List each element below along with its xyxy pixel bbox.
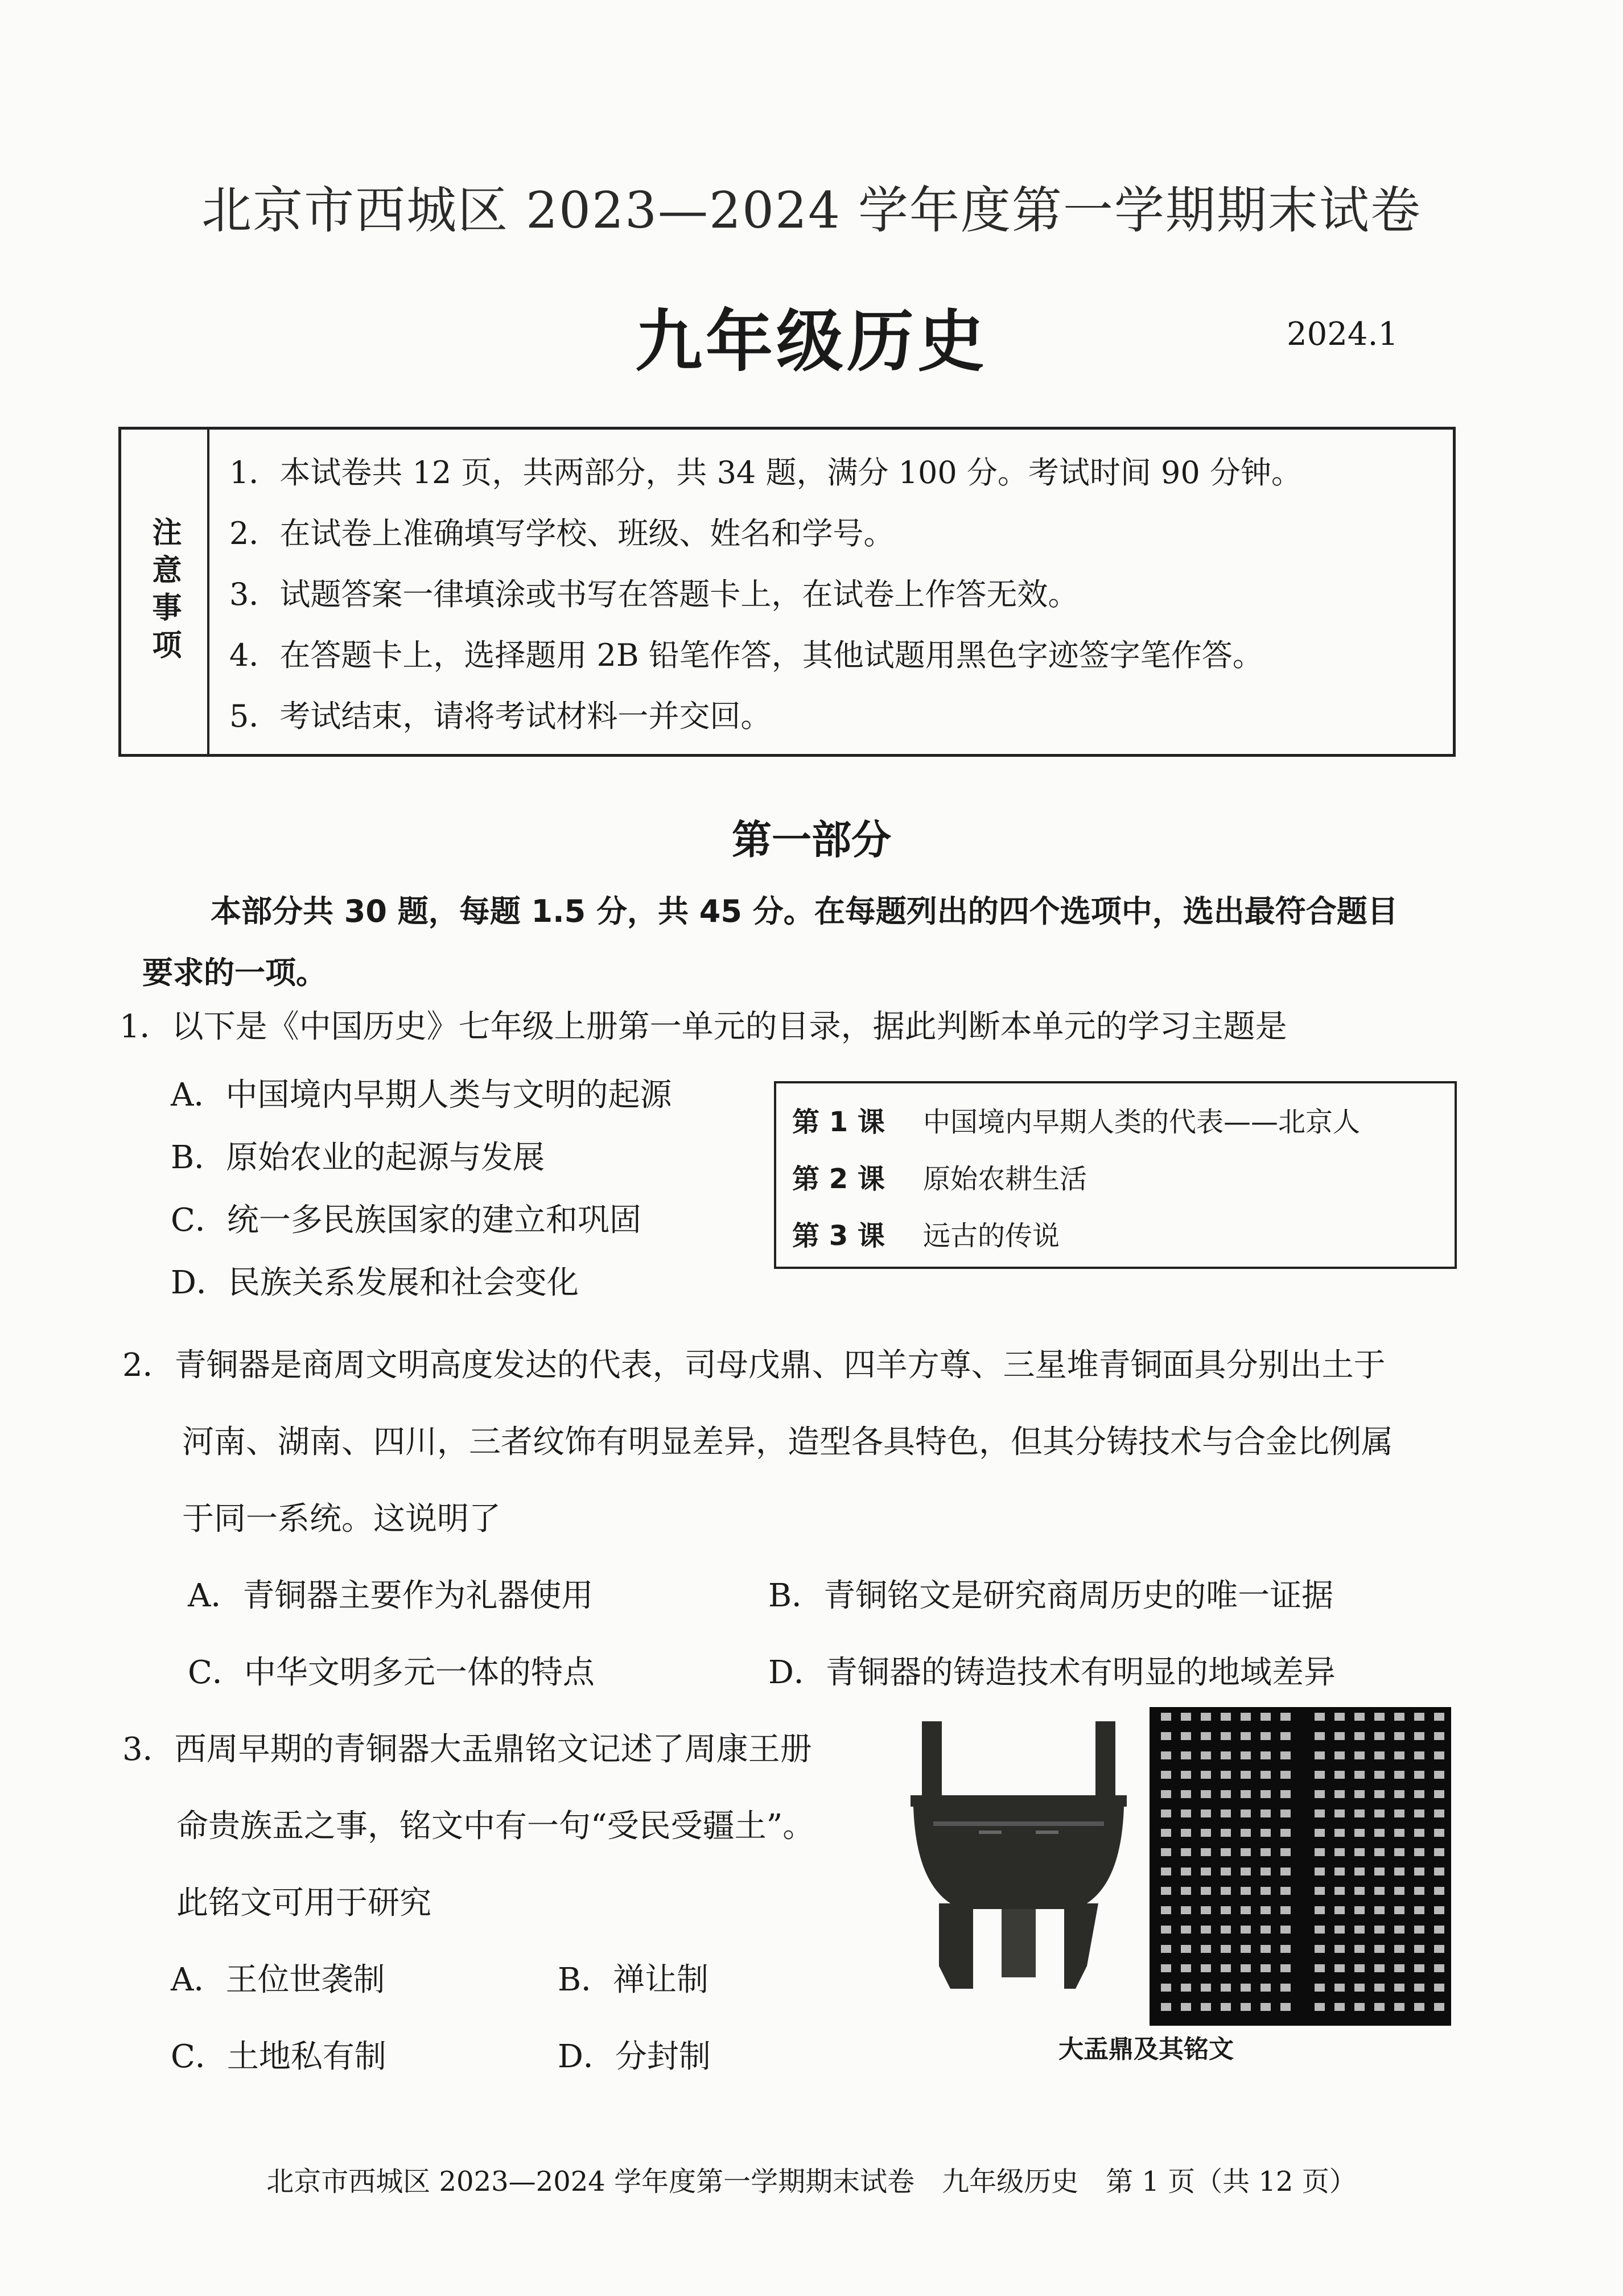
image-caption: 大盂鼎及其铭文: [1058, 2035, 1234, 2064]
bronze-ding-image: [899, 1710, 1138, 1994]
question-3-stem-line: 命贵族盂之事，铭文中有一句“受民受疆土”。: [176, 1808, 815, 1845]
notice-item: 5．考试结束，请将考试材料一并交回。: [229, 698, 772, 734]
q3-option-b: B．禅让制: [558, 1961, 709, 1998]
exam-date: 2024.1: [1287, 316, 1398, 353]
notice-item: 4．在答题卡上，选择题用 2B 铅笔作答，其他试题用黑色字迹签字笔作答。: [229, 637, 1263, 673]
notice-item: 3．试题答案一律填涂或书写在答题卡上，在试卷上作答无效。: [229, 576, 1079, 612]
subject-title: 九年级历史: [635, 302, 988, 381]
q1-option-d: D．民族关系发展和社会变化: [171, 1264, 579, 1301]
question-3-stem-line: 此铭文可用于研究: [176, 1885, 431, 1922]
question-2-stem-line: 河南、湖南、四川，三者纹饰有明显差异，造型各具特色，但其分铸技术与合金比例属: [182, 1424, 1393, 1461]
toc-lesson-number: 第 2 课: [792, 1163, 885, 1195]
q3-option-a: A．王位世袭制: [171, 1961, 385, 1998]
q2-option-b: B．青铜铭文是研究商周历史的唯一证据: [768, 1577, 1334, 1614]
notice-box: [118, 427, 1456, 757]
q3-option-d: D．分封制: [558, 2038, 711, 2075]
toc-lesson-number: 第 3 课: [792, 1220, 885, 1252]
q1-option-b: B．原始农业的起源与发展: [171, 1139, 545, 1176]
notice-list: [229, 442, 1430, 747]
toc-row: [792, 1094, 1439, 1151]
notice-item: 1．本试卷共 12 页，共两部分，共 34 题，满分 100 分。考试时间 90 分钟。: [229, 455, 1302, 490]
toc-lesson-number: 第 1 课: [792, 1106, 885, 1138]
textbook-toc-box: [774, 1081, 1457, 1269]
q1-option-a: A．中国境内早期人类与文明的起源: [171, 1077, 672, 1114]
toc-lesson-title: 中国境内早期人类的代表——北京人: [923, 1106, 1361, 1138]
q2-option-c: C．中华文明多元一体的特点: [188, 1654, 595, 1691]
toc-lesson-title: 原始农耕生活: [923, 1163, 1088, 1195]
exam-title: 北京市西城区 2023—2024 学年度第一学期期末试卷: [201, 181, 1422, 240]
question-1-stem: 1．以下是《中国历史》七年级上册第一单元的目录，据此判断本单元的学习主题是: [120, 1008, 1287, 1045]
toc-lesson-title: 远古的传说: [923, 1220, 1060, 1252]
question-2-stem-line: 于同一系统。这说明了: [182, 1501, 501, 1537]
part-desc-line: 本部分共 30 题，每题 1.5 分，共 45 分。在每题列出的四个选项中，选出最符合题目: [211, 893, 1398, 929]
part-description: [142, 881, 1468, 1004]
question-3-stem-line: 3．西周早期的青铜器大盂鼎铭文记述了周康王册: [122, 1731, 812, 1768]
q2-option-d: D．青铜器的铸造技术有明显的地域差异: [768, 1654, 1336, 1691]
part-title: 第一部分: [732, 817, 891, 863]
page-footer: 北京市西城区 2023—2024 学年度第一学期期末试卷 九年级历史 第 1 页（共 12 页）: [266, 2166, 1357, 2198]
question-2-stem-line: 2．青铜器是商周文明高度发达的代表，司母戊鼎、四羊方尊、三星堆青铜面具分别出土于: [122, 1347, 1386, 1384]
toc-row: [792, 1151, 1439, 1207]
q3-option-c: C．土地私有制: [171, 2038, 386, 2075]
q1-option-c: C．统一多民族国家的建立和巩固: [171, 1202, 641, 1239]
part-desc-line: 要求的一项。: [142, 955, 327, 991]
notice-item: 2．在试卷上准确填写学校、班级、姓名和学号。: [229, 516, 895, 551]
toc-row: [792, 1207, 1439, 1264]
q2-option-a: A．青铜器主要作为礼器使用: [188, 1577, 594, 1614]
inscription-rubbing-image: [1150, 1707, 1451, 2026]
notice-label: 注意事项: [121, 430, 209, 754]
